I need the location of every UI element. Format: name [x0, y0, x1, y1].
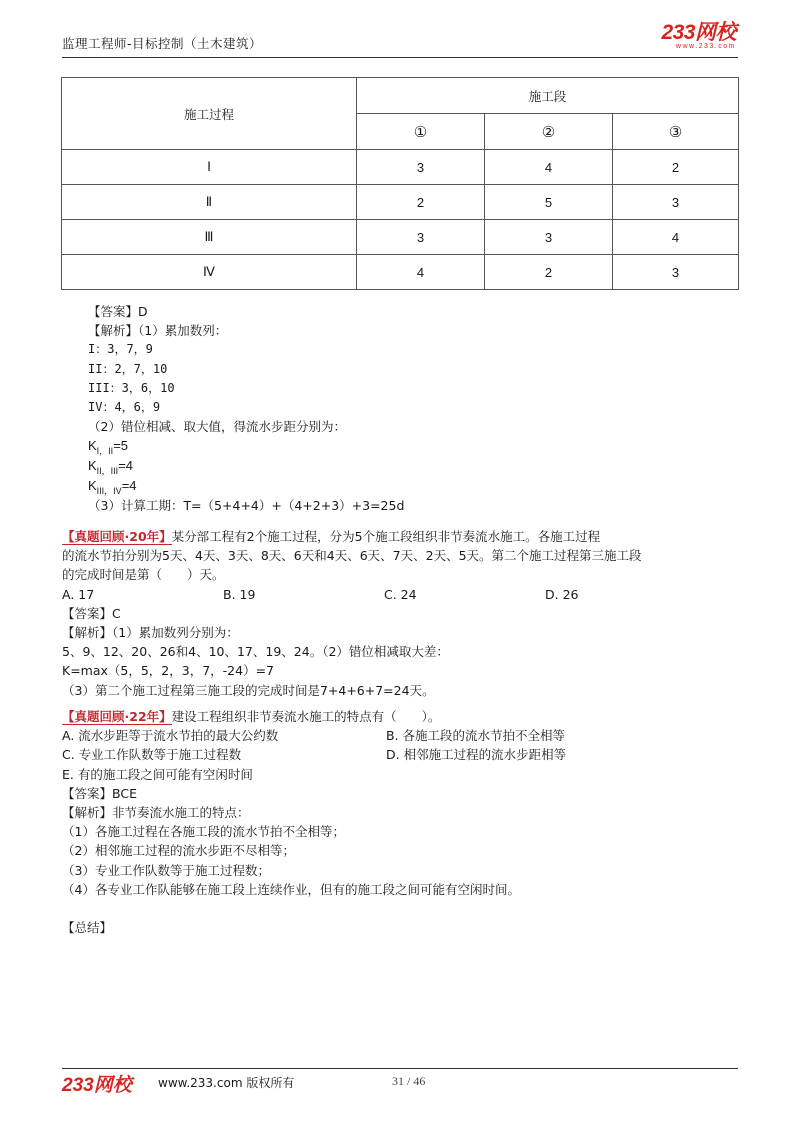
q3-analysis: 【解析】非节奏流水施工的特点： [62, 804, 250, 820]
value-cell: 4 [613, 220, 739, 255]
value-cell: 4 [357, 255, 485, 290]
q3-options-row [62, 745, 738, 764]
table-row [62, 220, 739, 255]
process-cell: Ⅳ [62, 255, 357, 290]
sequence-line: II：2，7，10 [88, 361, 168, 376]
feature-point: （1）各施工过程在各施工段的流水节拍不全相等； [62, 824, 345, 840]
option-b[interactable]: B. 各施工段的流水节拍不全相等 [386, 728, 566, 744]
value-cell: 2 [485, 255, 613, 290]
sequence-line: I：3，7，9 [88, 342, 153, 357]
table-row [62, 185, 739, 220]
q2-block [62, 527, 738, 700]
q3-block [62, 707, 738, 937]
feature-point: （4）各专业工作队能够在施工段上连续作业，但有的施工段之间可能有空闲时间。 [62, 881, 520, 897]
k-value: =4 [118, 458, 134, 474]
feature-point: （3）专业工作队数等于施工过程数； [62, 862, 270, 878]
q2-stem-text: 某分部工程有2个施工过程，分为5个施工段组织非节奏流水施工。各施工过程 [171, 529, 601, 544]
value-cell: 3 [357, 220, 485, 255]
q2-tag: 【真题回顾·20年】 [62, 529, 172, 544]
option-d[interactable]: D. 相邻施工过程的流水步距相等 [386, 747, 567, 763]
feature-point: （2）相邻施工过程的流水步距不尽相等； [62, 843, 295, 859]
table-row [62, 255, 739, 290]
k-value: =4 [121, 478, 137, 494]
step-distance-k1: $K_{I,II}=5$ [88, 438, 129, 457]
process-cell: Ⅱ [62, 185, 357, 220]
option-b[interactable]: B. 19 [223, 586, 256, 602]
q3-stem-line [62, 707, 738, 726]
option-a[interactable]: A. 流水步距等于流水节拍的最大公约数 [62, 728, 279, 744]
option-c[interactable]: C. 专业工作队数等于施工过程数 [62, 747, 242, 763]
value-cell: 5 [485, 185, 613, 220]
q1-analysis: 【解析】（1）累加数列： [88, 323, 228, 339]
value-cell: 3 [357, 150, 485, 185]
summary-heading: 【总结】 [62, 920, 113, 936]
value-cell: 3 [613, 255, 739, 290]
value-cell: 3 [613, 185, 739, 220]
q2-options [62, 585, 738, 604]
k-value: =5 [113, 438, 129, 454]
segment-header: 施工段 [357, 78, 739, 114]
header-title: 监理工程师-目标控制（土木建筑） [62, 36, 263, 51]
page-header [62, 22, 738, 58]
process-cell: Ⅲ [62, 220, 357, 255]
segment-label: ① [357, 114, 485, 150]
q3-tag: 【真题回顾·22年】 [62, 709, 172, 724]
sequence-line: IV：4，6，9 [88, 399, 161, 414]
q2-stem-line: 的流水节拍分别为5天、4天、3天、8天、6天和4天、6天、7天、2天、5天。第二个施工过程第三施工段 [62, 548, 642, 564]
footer-divider [62, 1068, 738, 1069]
option-a[interactable]: A. 17 [62, 586, 95, 602]
q2-analysis-line: K=max（5，5，2，3，7，-24）=7 [62, 663, 275, 679]
q3-stem-text: 建设工程组织非节奏流水施工的特点有（ ）。 [171, 709, 441, 724]
segment-label: ③ [613, 114, 739, 150]
q1-step3: （3）计算工期：T=（5+4+4）+（4+2+3）+3=25d [88, 498, 405, 514]
option-c[interactable]: C. 24 [384, 586, 417, 602]
step-distance-k3: $K_{III,IV}=4$ [88, 478, 137, 497]
q2-stem-line: 的完成时间是第（ ）天。 [62, 567, 225, 583]
option-e[interactable]: E. 有的施工段之间可能有空闲时间 [62, 766, 253, 782]
q1-solution [88, 302, 738, 516]
page-number: 31 / 46 [392, 1074, 426, 1088]
k-subscript: II，III [96, 466, 119, 477]
q1-answer: 【答案】D [88, 304, 148, 319]
q3-options-row [62, 726, 738, 745]
sequence-line: III：3，6，10 [88, 380, 175, 395]
segment-label: ② [485, 114, 613, 150]
value-cell: 2 [357, 185, 485, 220]
header-divider [62, 57, 738, 58]
value-cell: 4 [485, 150, 613, 185]
footer-copyright: www.233.com 版权所有 [158, 1076, 295, 1090]
process-header: 施工过程 [62, 78, 357, 150]
value-cell: 2 [613, 150, 739, 185]
q2-analysis: 【解析】（1）累加数列分别为： [62, 624, 239, 640]
option-d[interactable]: D. 26 [545, 586, 579, 602]
rhythm-table [61, 77, 739, 290]
step-distance-k2: $K_{II,III}=4$ [88, 458, 134, 477]
process-cell: Ⅰ [62, 150, 357, 185]
q3-answer: 【答案】BCE [62, 785, 137, 801]
q2-answer: 【答案】C [62, 605, 121, 621]
footer-logo[interactable]: 233网校 [62, 1075, 132, 1096]
q2-analysis-line: 5、9、12、20、26和4、10、17、19、24。（2）错位相减取大差： [62, 644, 449, 660]
logo-url: www.233.com [675, 43, 736, 50]
value-cell: 3 [485, 220, 613, 255]
table-row [62, 150, 739, 185]
page-footer [62, 1070, 738, 1096]
brand-logo[interactable] [661, 22, 736, 50]
logo-text: 233网校 [661, 21, 736, 44]
k-subscript: III，IV [96, 486, 122, 497]
q2-analysis-line: （3）第二个施工过程第三施工段的完成时间是7+4+6+7=24天。 [62, 682, 435, 698]
q2-stem-line [62, 527, 738, 546]
table-header-row [62, 78, 739, 114]
k-subscript: I，II [96, 446, 114, 457]
q1-step2: （2）错位相减、取大值，得流水步距分别为： [88, 419, 346, 435]
